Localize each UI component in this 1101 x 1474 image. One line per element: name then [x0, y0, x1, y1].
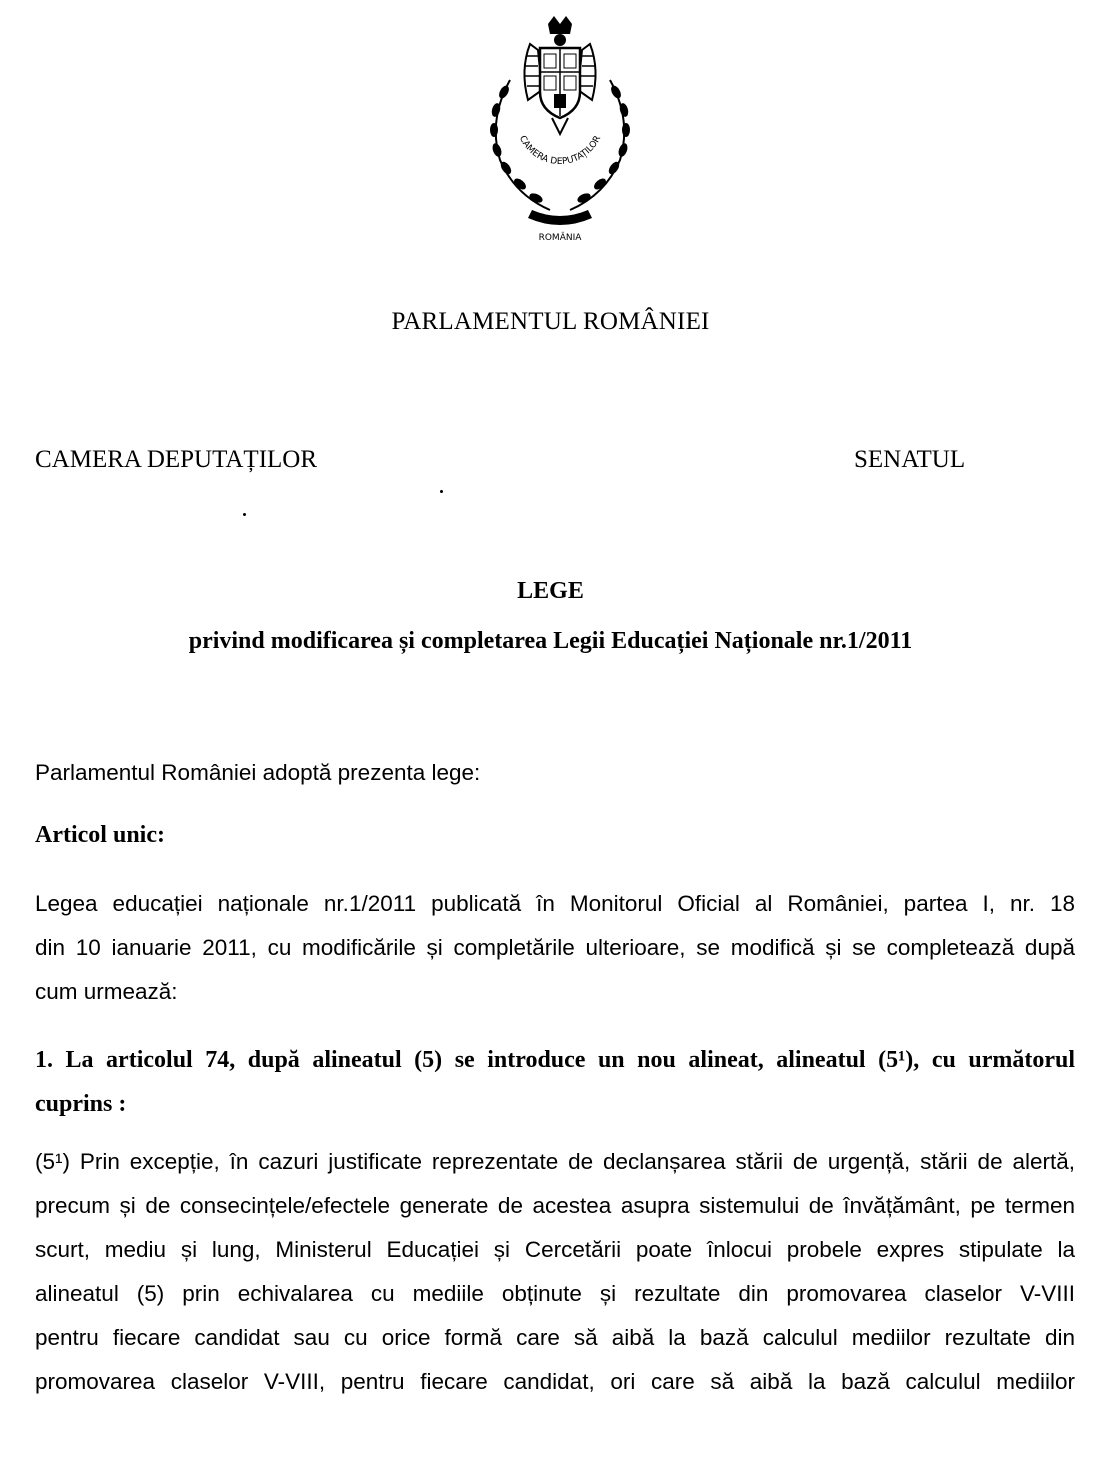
paragraph-line: pentru fiecare candidat sau cu orice formă care să aibă la bază calculul mediilor rezultate din — [35, 1325, 1075, 1350]
svg-text:CAMERA DEPUTAȚILOR — [517, 134, 603, 167]
law-type-heading: LEGE — [517, 578, 584, 604]
senate-label: SENATUL — [854, 446, 966, 473]
seal-text: CAMERA DEPUTAȚILOR — [516, 134, 604, 168]
parliament-heading: PARLAMENTUL ROMÂNIEI — [391, 308, 710, 335]
paragraph-line: precum și de consecințele/efectele generate de acestea asupra sistemului de învățământ, pe termen — [35, 1193, 1075, 1218]
law-title: privind modificarea și completarea Legii Educației Naționale nr.1/2011 — [188, 628, 913, 654]
article-heading: Articol unic: — [35, 822, 165, 848]
intro-paragraph — [35, 882, 1075, 1014]
chamber-deputies-label: CAMERA DEPUTAȚILOR — [35, 446, 318, 473]
point-line: cuprins : — [35, 1091, 127, 1117]
adoption-statement: Parlamentul României adoptă prezenta lege: — [35, 760, 481, 785]
paragraph-line: promovarea claselor V-VIII, pentru fiecare candidat, ori care să aibă la bază calculul mediilor — [35, 1369, 1075, 1394]
amendment-paragraph — [35, 1140, 1075, 1404]
paragraph-line: Legea educației naționale nr.1/2011 publicată în Monitorul Oficial al României, partea I, nr. 18 — [35, 891, 1075, 916]
point-line: 1. La articolul 74, după alineatul (5) se introduce un nou alineat, alineatul (5¹), cu următorul — [35, 1047, 1075, 1073]
paragraph-line: scurt, mediu și lung, Ministerul Educației și Cercetării poate înlocui probele expres stipulate la — [35, 1237, 1075, 1262]
paragraph-line: alineatul (5) prin echivalarea cu mediile obținute și rezultate din promovarea claselor V-VIII — [35, 1281, 1075, 1306]
paragraph-line: (5¹) Prin excepție, în cazuri justificate reprezentate de declanșarea stării de urgență, stării de alertă, — [35, 1149, 1075, 1174]
point-1-heading — [35, 1038, 1075, 1126]
country-text: ROMÂNIA — [538, 233, 582, 243]
paragraph-line: cum urmează: — [35, 979, 178, 1004]
scan-speck — [440, 490, 443, 493]
chamber-of-deputies-emblem — [470, 10, 650, 245]
scan-speck — [243, 513, 246, 516]
paragraph-line: din 10 ianuarie 2011, cu modificările și completările ulterioare, se modifică și se completează după — [35, 935, 1075, 960]
